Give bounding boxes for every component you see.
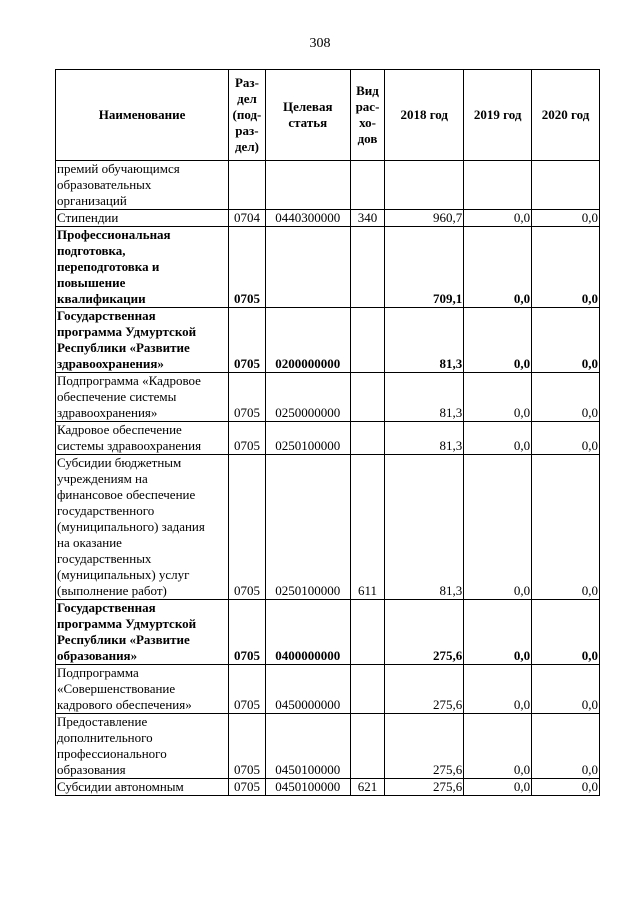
- header-target: Целевая статья: [265, 70, 350, 161]
- row-value-2018: 81,3: [385, 308, 464, 373]
- table-row: [56, 373, 600, 422]
- row-section: 0705: [229, 779, 265, 796]
- row-value-2019: 0,0: [464, 455, 532, 600]
- row-value-2018: 275,6: [385, 779, 464, 796]
- row-value-2019: 0,0: [464, 779, 532, 796]
- row-section: 0705: [229, 422, 265, 455]
- table-row: [56, 210, 600, 227]
- row-value-2020: 0,0: [532, 600, 600, 665]
- row-section: 0705: [229, 227, 265, 308]
- row-target: 0450000000: [265, 665, 350, 714]
- header-2018: 2018 год: [385, 70, 464, 161]
- row-value-2018: 81,3: [385, 422, 464, 455]
- table-row: [56, 161, 600, 210]
- table-row: [56, 779, 600, 796]
- row-value-2020: 0,0: [532, 714, 600, 779]
- row-name: премий обучающимся образовательных организаций: [56, 161, 229, 210]
- row-value-2018: 81,3: [385, 455, 464, 600]
- row-target: 0440300000: [265, 210, 350, 227]
- row-section: 0705: [229, 308, 265, 373]
- table-row: [56, 714, 600, 779]
- row-name: Государственная программа Удмуртской Республики «Развитие образования»: [56, 600, 229, 665]
- row-name: Субсидии бюджетным учреждениям на финансовое обеспечение государственного (муниципального) задания на оказание государственных (муниципальных) услуг (выполнение работ): [56, 455, 229, 600]
- row-target: [265, 227, 350, 308]
- row-name: Профессиональная подготовка, переподготовка и повышение квалификации: [56, 227, 229, 308]
- header-2019: 2019 год: [464, 70, 532, 161]
- row-section: 0705: [229, 600, 265, 665]
- row-kind: [350, 373, 384, 422]
- row-target: 0250100000: [265, 455, 350, 600]
- row-value-2019: 0,0: [464, 210, 532, 227]
- row-name: Субсидии автономным: [56, 779, 229, 796]
- row-value-2020: 0,0: [532, 308, 600, 373]
- table-row: [56, 665, 600, 714]
- table-row: [56, 308, 600, 373]
- row-name: Подпрограмма «Совершенствование кадрового обеспечения»: [56, 665, 229, 714]
- row-section: 0705: [229, 665, 265, 714]
- row-name: Государственная программа Удмуртской Республики «Развитие здравоохранения»: [56, 308, 229, 373]
- row-name: Стипендии: [56, 210, 229, 227]
- row-value-2019: 0,0: [464, 665, 532, 714]
- row-target: [265, 161, 350, 210]
- row-section: 0704: [229, 210, 265, 227]
- row-kind: [350, 308, 384, 373]
- row-target: 0250100000: [265, 422, 350, 455]
- row-section: 0705: [229, 714, 265, 779]
- row-value-2018: 709,1: [385, 227, 464, 308]
- row-value-2020: 0,0: [532, 373, 600, 422]
- row-value-2018: 275,6: [385, 665, 464, 714]
- row-value-2018: 81,3: [385, 373, 464, 422]
- table-row: [56, 455, 600, 600]
- row-section: 0705: [229, 455, 265, 600]
- row-value-2019: 0,0: [464, 373, 532, 422]
- header-kind: Вид рас- хо- дов: [350, 70, 384, 161]
- row-value-2020: 0,0: [532, 779, 600, 796]
- row-target: 0200000000: [265, 308, 350, 373]
- row-value-2019: 0,0: [464, 600, 532, 665]
- row-value-2020: 0,0: [532, 422, 600, 455]
- page-number: 308: [309, 36, 331, 51]
- row-value-2018: 275,6: [385, 714, 464, 779]
- row-value-2019: 0,0: [464, 308, 532, 373]
- row-name: Подпрограмма «Кадровое обеспечение системы здравоохранения»: [56, 373, 229, 422]
- row-value-2019: 0,0: [464, 714, 532, 779]
- row-target: 0250000000: [265, 373, 350, 422]
- row-value-2018: 275,6: [385, 600, 464, 665]
- row-kind: [350, 227, 384, 308]
- row-kind: 340: [350, 210, 384, 227]
- table-header-row: [56, 70, 600, 161]
- table-row: [56, 600, 600, 665]
- row-target: 0450100000: [265, 779, 350, 796]
- row-value-2018: 960,7: [385, 210, 464, 227]
- row-kind: [350, 600, 384, 665]
- row-value-2020: 0,0: [532, 665, 600, 714]
- row-value-2019: 0,0: [464, 227, 532, 308]
- row-value-2018: [385, 161, 464, 210]
- table-row: [56, 422, 600, 455]
- budget-table: [55, 69, 600, 796]
- row-section: [229, 161, 265, 210]
- row-value-2020: 0,0: [532, 227, 600, 308]
- row-value-2020: 0,0: [532, 210, 600, 227]
- row-kind: [350, 714, 384, 779]
- row-name: Кадровое обеспечение системы здравоохранения: [56, 422, 229, 455]
- header-2020: 2020 год: [532, 70, 600, 161]
- row-section: 0705: [229, 373, 265, 422]
- row-kind: 621: [350, 779, 384, 796]
- row-kind: [350, 665, 384, 714]
- header-section: Раз- дел (под- раз- дел): [229, 70, 265, 161]
- header-name: Наименование: [56, 70, 229, 161]
- row-target: 0450100000: [265, 714, 350, 779]
- row-kind: [350, 161, 384, 210]
- table-body: [56, 161, 600, 796]
- row-value-2020: 0,0: [532, 455, 600, 600]
- row-value-2019: [464, 161, 532, 210]
- row-name: Предоставление дополнительного профессионального образования: [56, 714, 229, 779]
- row-kind: [350, 422, 384, 455]
- row-kind: 611: [350, 455, 384, 600]
- row-value-2020: [532, 161, 600, 210]
- row-target: 0400000000: [265, 600, 350, 665]
- row-value-2019: 0,0: [464, 422, 532, 455]
- table-row: [56, 227, 600, 308]
